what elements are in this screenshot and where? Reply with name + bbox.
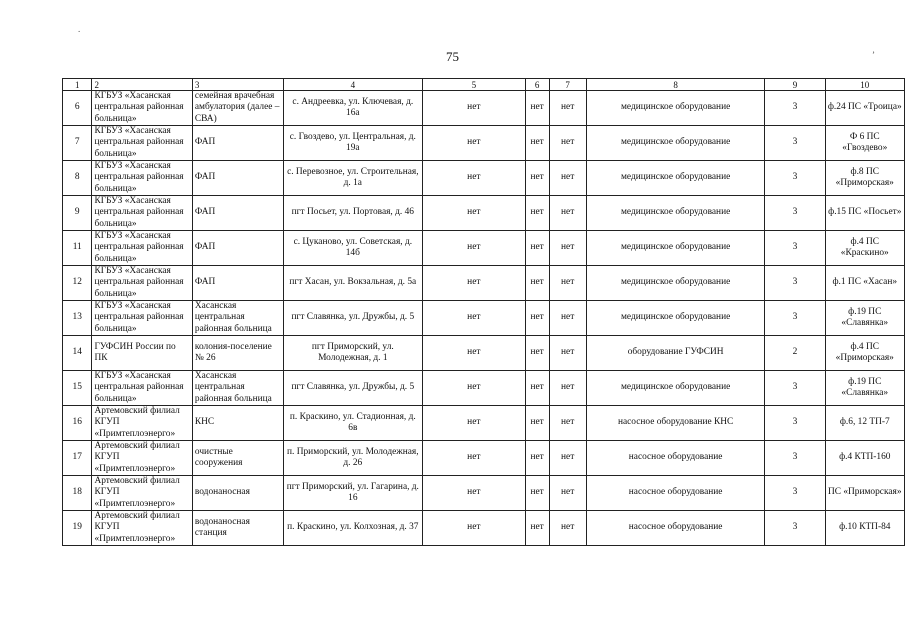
table-header-row: [63, 79, 905, 91]
equipment-cell: медицинское оборудование: [586, 196, 765, 231]
address-cell: с. Перевозное, ул. Строительная, д. 1а: [283, 161, 422, 196]
table-row: [63, 511, 905, 546]
col5-cell: нет: [422, 91, 525, 126]
feeder-cell: ф.19 ПС «Славянка»: [825, 301, 904, 336]
equipment-cell: насосное оборудование: [586, 441, 765, 476]
address-cell: пгт Славянка, ул. Дружбы, д. 5: [283, 301, 422, 336]
table-row: [63, 336, 905, 371]
organization-cell: Артемовский филиал КГУП «Примтеплоэнерго»: [92, 406, 192, 441]
address-cell: пгт Славянка, ул. Дружбы, д. 5: [283, 371, 422, 406]
feeder-cell: ф.4 КТП-160: [825, 441, 904, 476]
address-cell: с. Цуканово, ул. Советская, д. 14б: [283, 231, 422, 266]
category-cell: 3: [765, 266, 825, 301]
table-row: [63, 406, 905, 441]
organization-cell: КГБУЗ «Хасанская центральная районная больница»: [92, 301, 192, 336]
col6-cell: нет: [525, 511, 549, 546]
address-cell: п. Краскино, ул. Стадионная, д. 6в: [283, 406, 422, 441]
equipment-cell: медицинское оборудование: [586, 91, 765, 126]
address-cell: пгт Посьет, ул. Портовая, д. 46: [283, 196, 422, 231]
header-cell: 10: [825, 79, 904, 91]
equipment-cell: медицинское оборудование: [586, 126, 765, 161]
table-row: [63, 441, 905, 476]
page-number: 75: [446, 49, 459, 64]
equipment-cell: медицинское оборудование: [586, 266, 765, 301]
col7-cell: нет: [549, 301, 586, 336]
equipment-cell: оборудование ГУФСИН: [586, 336, 765, 371]
col5-cell: нет: [422, 441, 525, 476]
header-cell: 9: [765, 79, 825, 91]
feeder-cell: ф.1 ПС «Хасан»: [825, 266, 904, 301]
facility-cell: Хасанская центральная районная больница: [192, 301, 283, 336]
col7-cell: нет: [549, 126, 586, 161]
table-row: [63, 196, 905, 231]
col6-cell: нет: [525, 301, 549, 336]
row-number-cell: 11: [63, 231, 92, 266]
feeder-cell: ф.4 ПС «Приморская»: [825, 336, 904, 371]
header-cell: 4: [283, 79, 422, 91]
col6-cell: нет: [525, 476, 549, 511]
facility-cell: ФАП: [192, 196, 283, 231]
row-number-cell: 13: [63, 301, 92, 336]
col6-cell: нет: [525, 406, 549, 441]
facility-cell: семейная врачебная амбулатория (далее – СВА): [192, 91, 283, 126]
organization-cell: КГБУЗ «Хасанская центральная районная больница»: [92, 91, 192, 126]
row-number-cell: 19: [63, 511, 92, 546]
row-number-cell: 16: [63, 406, 92, 441]
category-cell: 3: [765, 161, 825, 196]
address-cell: с. Андреевка, ул. Ключевая, д. 16а: [283, 91, 422, 126]
col5-cell: нет: [422, 336, 525, 371]
facility-cell: очистные сооружения: [192, 441, 283, 476]
facility-cell: ФАП: [192, 161, 283, 196]
facility-cell: ФАП: [192, 266, 283, 301]
category-cell: 3: [765, 126, 825, 161]
feeder-cell: ПС «Приморская»: [825, 476, 904, 511]
row-number-cell: 12: [63, 266, 92, 301]
col5-cell: нет: [422, 266, 525, 301]
col5-cell: нет: [422, 371, 525, 406]
facility-cell: водонаносная: [192, 476, 283, 511]
col5-cell: нет: [422, 476, 525, 511]
facility-cell: колония-поселение № 26: [192, 336, 283, 371]
organization-cell: КГБУЗ «Хасанская центральная районная больница»: [92, 126, 192, 161]
address-cell: пгт Приморский, ул. Молодежная, д. 1: [283, 336, 422, 371]
row-number-cell: 6: [63, 91, 92, 126]
feeder-cell: ф.15 ПС «Посьет»: [825, 196, 904, 231]
row-number-cell: 8: [63, 161, 92, 196]
address-cell: п. Приморский, ул. Молодежная, д. 26: [283, 441, 422, 476]
col7-cell: нет: [549, 441, 586, 476]
category-cell: 3: [765, 91, 825, 126]
col5-cell: нет: [422, 161, 525, 196]
organization-cell: КГБУЗ «Хасанская центральная районная больница»: [92, 161, 192, 196]
header-cell: 2: [92, 79, 192, 91]
header-cell: 6: [525, 79, 549, 91]
category-cell: 3: [765, 371, 825, 406]
category-cell: 3: [765, 511, 825, 546]
organization-cell: Артемовский филиал КГУП «Примтеплоэнерго»: [92, 476, 192, 511]
col5-cell: нет: [422, 301, 525, 336]
feeder-cell: ф.19 ПС «Славянка»: [825, 371, 904, 406]
table-row: [63, 161, 905, 196]
col7-cell: нет: [549, 91, 586, 126]
organization-cell: Артемовский филиал КГУП «Примтеплоэнерго»: [92, 511, 192, 546]
organization-cell: КГБУЗ «Хасанская центральная районная больница»: [92, 196, 192, 231]
facility-cell: водонаносная станция: [192, 511, 283, 546]
row-number-cell: 14: [63, 336, 92, 371]
equipment-cell: медицинское оборудование: [586, 371, 765, 406]
equipment-cell: насосное оборудование КНС: [586, 406, 765, 441]
equipment-cell: медицинское оборудование: [586, 161, 765, 196]
table-row: [63, 91, 905, 126]
corner-mark-right: ʼ: [872, 50, 875, 60]
equipment-cell: насосное оборудование: [586, 476, 765, 511]
col5-cell: нет: [422, 196, 525, 231]
header-cell: 7: [549, 79, 586, 91]
table-row: [63, 476, 905, 511]
organization-cell: КГБУЗ «Хасанская центральная районная больница»: [92, 371, 192, 406]
row-number-cell: 18: [63, 476, 92, 511]
col6-cell: нет: [525, 336, 549, 371]
equipment-cell: медицинское оборудование: [586, 301, 765, 336]
organization-cell: Артемовский филиал КГУП «Примтеплоэнерго»: [92, 441, 192, 476]
col6-cell: нет: [525, 371, 549, 406]
address-cell: п. Краскино, ул. Колхозная, д. 37: [283, 511, 422, 546]
equipment-cell: насосное оборудование: [586, 511, 765, 546]
table-row: [63, 301, 905, 336]
table-row: [63, 126, 905, 161]
col6-cell: нет: [525, 196, 549, 231]
facility-cell: ФАП: [192, 231, 283, 266]
address-cell: с. Гвоздево, ул. Центральная, д. 19а: [283, 126, 422, 161]
address-cell: пгт Хасан, ул. Вокзальная, д. 5а: [283, 266, 422, 301]
feeder-cell: Ф 6 ПС «Гвоздево»: [825, 126, 904, 161]
header-cell: 5: [422, 79, 525, 91]
col7-cell: нет: [549, 196, 586, 231]
row-number-cell: 15: [63, 371, 92, 406]
col6-cell: нет: [525, 91, 549, 126]
address-cell: пгт Приморский, ул. Гагарина, д. 16: [283, 476, 422, 511]
category-cell: 2: [765, 336, 825, 371]
col7-cell: нет: [549, 266, 586, 301]
feeder-cell: ф.10 КТП-84: [825, 511, 904, 546]
col7-cell: нет: [549, 371, 586, 406]
col5-cell: нет: [422, 126, 525, 161]
col5-cell: нет: [422, 231, 525, 266]
equipment-table: [62, 78, 905, 546]
category-cell: 3: [765, 441, 825, 476]
category-cell: 3: [765, 406, 825, 441]
feeder-cell: ф.8 ПС «Приморская»: [825, 161, 904, 196]
header-cell: 1: [63, 79, 92, 91]
col6-cell: нет: [525, 231, 549, 266]
row-number-cell: 7: [63, 126, 92, 161]
row-number-cell: 17: [63, 441, 92, 476]
organization-cell: КГБУЗ «Хасанская центральная районная больница»: [92, 266, 192, 301]
row-number-cell: 9: [63, 196, 92, 231]
col7-cell: нет: [549, 511, 586, 546]
organization-cell: ГУФСИН России по ПК: [92, 336, 192, 371]
table-row: [63, 371, 905, 406]
col6-cell: нет: [525, 126, 549, 161]
col5-cell: нет: [422, 511, 525, 546]
category-cell: 3: [765, 301, 825, 336]
col7-cell: нет: [549, 231, 586, 266]
col6-cell: нет: [525, 161, 549, 196]
col7-cell: нет: [549, 476, 586, 511]
header-cell: 8: [586, 79, 765, 91]
organization-cell: КГБУЗ «Хасанская центральная районная больница»: [92, 231, 192, 266]
category-cell: 3: [765, 196, 825, 231]
col7-cell: нет: [549, 161, 586, 196]
col6-cell: нет: [525, 266, 549, 301]
corner-mark-left: .: [78, 24, 81, 34]
facility-cell: ФАП: [192, 126, 283, 161]
category-cell: 3: [765, 476, 825, 511]
col7-cell: нет: [549, 336, 586, 371]
col5-cell: нет: [422, 406, 525, 441]
header-cell: 3: [192, 79, 283, 91]
facility-cell: КНС: [192, 406, 283, 441]
table-row: [63, 231, 905, 266]
table-row: [63, 266, 905, 301]
col6-cell: нет: [525, 441, 549, 476]
feeder-cell: ф.6, 12 ТП-7: [825, 406, 904, 441]
category-cell: 3: [765, 231, 825, 266]
equipment-cell: медицинское оборудование: [586, 231, 765, 266]
feeder-cell: ф.4 ПС «Краскино»: [825, 231, 904, 266]
feeder-cell: ф.24 ПС «Троица»: [825, 91, 904, 126]
col7-cell: нет: [549, 406, 586, 441]
facility-cell: Хасанская центральная районная больница: [192, 371, 283, 406]
